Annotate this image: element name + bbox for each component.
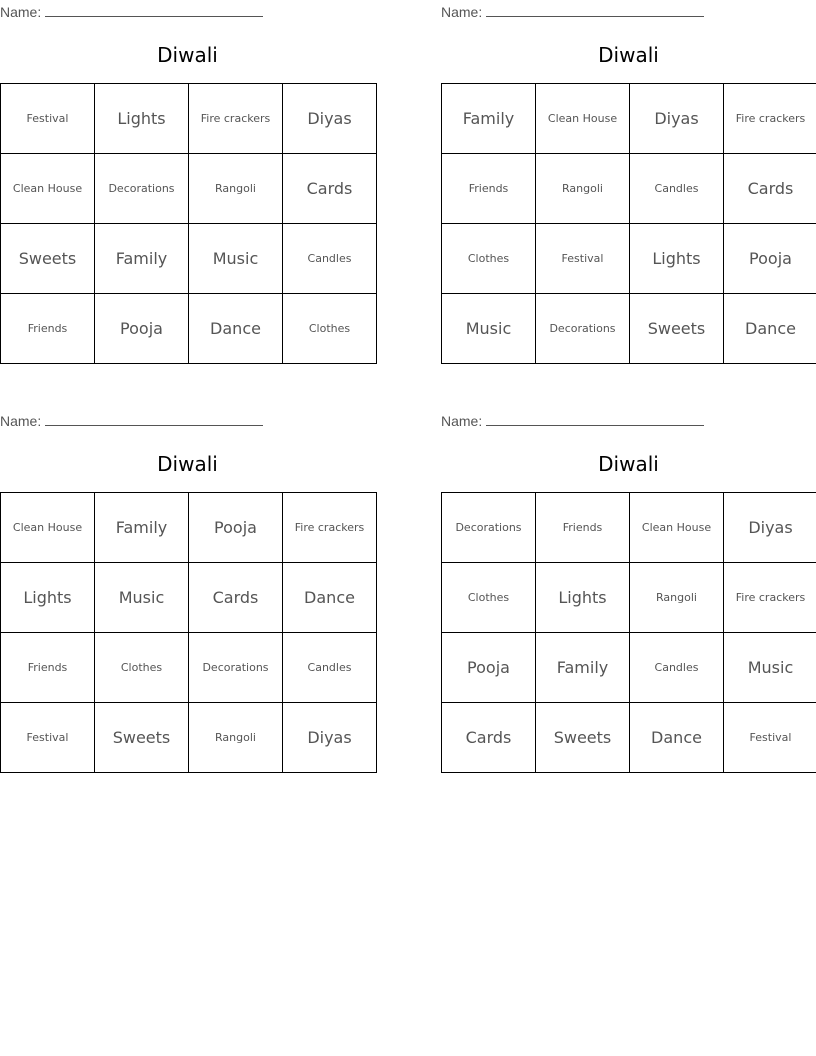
grid-cell[interactable]: Music [95,563,189,633]
name-label: Name: [441,413,483,429]
grid-cell[interactable]: Pooja [724,224,816,294]
grid-cell[interactable]: Diyas [283,84,377,154]
grid-cell[interactable]: Sweets [95,703,189,773]
grid-cell[interactable]: Festival [536,224,630,294]
card-title: Diwali [598,43,659,67]
grid-cell[interactable]: Decorations [95,154,189,224]
grid-cell[interactable]: Festival [1,84,95,154]
grid-cell[interactable]: Candles [630,154,724,224]
grid-cell[interactable]: Clothes [442,563,536,633]
grid-row [1,154,377,224]
card-title: Diwali [157,43,218,67]
grid-cell[interactable]: Friends [442,154,536,224]
bingo-grid [441,83,816,364]
grid-cell[interactable]: Clean House [1,154,95,224]
name-blank-line[interactable] [486,2,704,17]
grid-cell[interactable]: Cards [283,154,377,224]
grid-row [1,294,377,364]
grid-row [1,224,377,294]
grid-cell[interactable]: Lights [536,563,630,633]
grid-cell[interactable]: Family [95,493,189,563]
grid-row [442,224,816,294]
grid-cell[interactable]: Sweets [630,294,724,364]
grid-cell[interactable]: Music [442,294,536,364]
name-field[interactable] [441,411,704,428]
grid-cell[interactable]: Rangoli [189,154,283,224]
grid-cell[interactable]: Fire crackers [724,563,816,633]
name-label: Name: [0,4,42,20]
grid-cell[interactable]: Lights [630,224,724,294]
grid-cell[interactable]: Candles [283,633,377,703]
grid-cell[interactable]: Diyas [724,493,816,563]
grid-cell[interactable]: Rangoli [630,563,724,633]
grid-cell[interactable]: Rangoli [189,703,283,773]
grid-row [1,563,377,633]
grid-row [1,633,377,703]
grid-row [1,703,377,773]
grid-cell[interactable]: Clean House [1,493,95,563]
grid-cell[interactable]: Festival [724,703,816,773]
card-title: Diwali [157,452,218,476]
grid-cell[interactable]: Candles [283,224,377,294]
grid-cell[interactable]: Rangoli [536,154,630,224]
grid-row [442,633,816,703]
name-label: Name: [0,413,42,429]
grid-row [442,493,816,563]
name-label: Name: [441,4,483,20]
grid-cell[interactable]: Decorations [189,633,283,703]
card-title: Diwali [598,452,659,476]
grid-row [1,84,377,154]
grid-cell[interactable]: Lights [95,84,189,154]
grid-cell[interactable]: Fire crackers [283,493,377,563]
grid-cell[interactable]: Pooja [189,493,283,563]
grid-row [442,294,816,364]
grid-cell[interactable]: Cards [189,563,283,633]
grid-cell[interactable]: Family [536,633,630,703]
grid-cell[interactable]: Diyas [630,84,724,154]
grid-cell[interactable]: Lights [1,563,95,633]
grid-row [1,493,377,563]
bingo-grid [0,83,377,364]
grid-cell[interactable]: Family [95,224,189,294]
name-blank-line[interactable] [45,411,263,426]
grid-row [442,84,816,154]
grid-cell[interactable]: Dance [630,703,724,773]
grid-cell[interactable]: Decorations [442,493,536,563]
grid-cell[interactable]: Music [724,633,816,703]
grid-cell[interactable]: Pooja [95,294,189,364]
grid-cell[interactable]: Music [189,224,283,294]
grid-row [442,154,816,224]
bingo-grid [441,492,816,773]
grid-cell[interactable]: Fire crackers [724,84,816,154]
grid-cell[interactable]: Cards [724,154,816,224]
grid-cell[interactable]: Dance [189,294,283,364]
name-field[interactable] [0,411,263,428]
name-field[interactable] [0,2,263,19]
grid-cell[interactable]: Pooja [442,633,536,703]
grid-cell[interactable]: Friends [536,493,630,563]
name-field[interactable] [441,2,704,19]
grid-cell[interactable]: Dance [724,294,816,364]
grid-cell[interactable]: Candles [630,633,724,703]
grid-cell[interactable]: Clothes [283,294,377,364]
grid-cell[interactable]: Cards [442,703,536,773]
grid-cell[interactable]: Friends [1,294,95,364]
grid-cell[interactable]: Sweets [536,703,630,773]
grid-cell[interactable]: Clothes [442,224,536,294]
grid-cell[interactable]: Festival [1,703,95,773]
grid-cell[interactable]: Clean House [630,493,724,563]
grid-cell[interactable]: Clothes [95,633,189,703]
grid-row [442,563,816,633]
bingo-grid [0,492,377,773]
grid-cell[interactable]: Clean House [536,84,630,154]
name-blank-line[interactable] [486,411,704,426]
grid-cell[interactable]: Fire crackers [189,84,283,154]
grid-cell[interactable]: Decorations [536,294,630,364]
grid-cell[interactable]: Friends [1,633,95,703]
grid-cell[interactable]: Dance [283,563,377,633]
name-blank-line[interactable] [45,2,263,17]
grid-row [442,703,816,773]
grid-cell[interactable]: Sweets [1,224,95,294]
grid-cell[interactable]: Diyas [283,703,377,773]
grid-cell[interactable]: Family [442,84,536,154]
